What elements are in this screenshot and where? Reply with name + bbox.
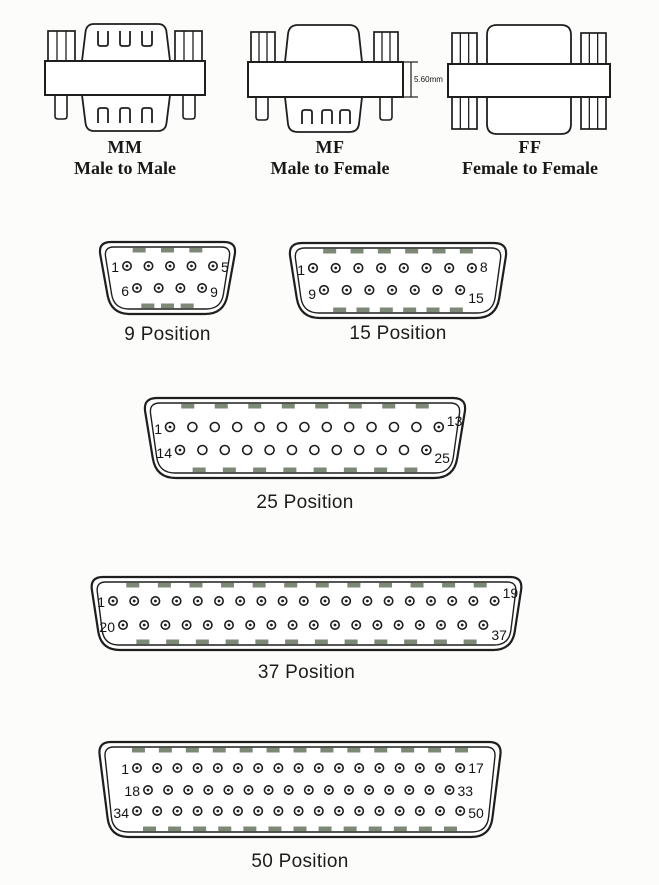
adapter-label: Male to Male [74,158,176,178]
pin-dot [297,810,300,813]
retention-tab [294,827,307,832]
pin [220,446,229,455]
connector-body-bottom [487,97,571,134]
retention-tab [369,827,382,832]
pin-dot [317,810,320,813]
retention-tab [411,583,424,588]
retention-tab [442,583,455,588]
pin-dot [357,267,360,270]
retention-tab [186,748,199,753]
pin-dot [418,767,421,770]
retention-tab [193,468,206,473]
pin-dot [355,624,358,627]
pin-number-first: 9 [308,286,316,302]
retention-tab [347,748,360,753]
retention-tab [374,640,387,645]
pin-dot [247,789,250,792]
pin-dot [345,600,348,603]
pin-dot [216,767,219,770]
pin-dot [425,449,428,452]
connector-caption: 25 Position [256,492,354,513]
retention-tab [349,404,362,409]
pin-dot [358,810,361,813]
pin-dot [176,810,179,813]
adapter-code: FF [518,137,542,157]
pin-dot [428,789,431,792]
pin-dot [175,600,178,603]
connector-50-drawing [98,742,502,837]
retention-tab [315,404,328,409]
pin-dot [227,789,230,792]
pin [332,446,341,455]
retention-tab [189,583,202,588]
retention-tab [333,308,346,313]
retention-tab [189,248,202,253]
retention-tab [405,249,418,254]
retention-tab [351,249,364,254]
pin-dot [338,810,341,813]
retention-tab [213,748,226,753]
pin-dot [167,789,170,792]
adapter-figure-ff [445,18,615,213]
pin-dot [228,624,231,627]
pin-dot [418,624,421,627]
pin-number-last: 33 [457,783,474,799]
retention-tab [323,249,336,254]
retention-tab [218,827,231,832]
mounting-post [256,97,268,120]
retention-tab [434,640,447,645]
pin-dot [413,289,416,292]
shell-outline [290,243,506,318]
pin-number-first: 34 [113,805,129,821]
pin-number-first: 20 [99,619,115,635]
retention-tab [378,249,391,254]
pin-dot [312,624,315,627]
connector-body-bottom [82,95,170,131]
retention-tab [284,583,297,588]
pin-dot [439,767,442,770]
retention-tab [427,308,440,313]
pin-dot [207,789,210,792]
pin-dot [169,426,172,429]
pin [243,446,252,455]
pin-dot [388,789,391,792]
retention-tab [196,640,209,645]
pin-dot [345,289,348,292]
connector-figure-15-position [288,243,508,344]
retention-tab [374,468,387,473]
pin [400,446,409,455]
pin-dot [185,624,188,627]
pin-dot [237,767,240,770]
adapter-label: Male to Female [270,158,390,178]
retention-tab [320,748,333,753]
mounting-post [183,95,195,119]
retention-tab [161,248,174,253]
pin-dot [201,287,204,290]
retention-tab [253,583,266,588]
hex-standoff [581,33,606,64]
pin-dot [397,624,400,627]
retention-tab [380,308,393,313]
retention-tab [285,640,298,645]
pin-dot [176,767,179,770]
pin-dot [212,265,215,268]
pin-dot [440,624,443,627]
pin-dot [179,449,182,452]
adapter-code: MM [107,137,143,157]
retention-tab [444,827,457,832]
retention-tab [344,468,357,473]
pin-dot [459,767,462,770]
pin-number-first: 1 [97,594,105,610]
pin [412,423,421,432]
pin-dot [216,810,219,813]
pin-dot [448,789,451,792]
pin-dot [459,289,462,292]
pin-dot [408,600,411,603]
retention-tab [474,583,487,588]
pin-dot [277,767,280,770]
pin-dot [156,767,159,770]
pin-dot [206,624,209,627]
pin-dot [398,767,401,770]
retention-tab [240,748,253,753]
connector-caption: 9 Position [124,324,211,345]
pin-number-first: 1 [111,259,119,275]
retention-tab [404,640,417,645]
pin-dot [378,767,381,770]
pin-dot [291,624,294,627]
hex-standoff [175,31,202,61]
pin-dot [237,810,240,813]
pin-dot [136,287,139,290]
pin-dot [493,600,496,603]
pin-dot [126,265,129,268]
retention-tab [357,308,370,313]
retention-tab [282,404,295,409]
retention-tab [159,748,172,753]
adapter-figure-mf [245,18,443,213]
connector-figure-50-position [98,742,502,872]
pin-dot [122,624,125,627]
pin-dot [196,810,199,813]
connector-body-top [487,25,571,64]
pin-dot [147,789,150,792]
pin-dot [368,289,371,292]
retention-tab [168,827,181,832]
pin-number-last: 50 [468,805,484,821]
retention-tab [319,827,332,832]
connector-figure-37-position [90,577,523,683]
retention-tab [248,404,261,409]
pin-dot [348,789,351,792]
pin-dot [156,810,159,813]
pin-dot [143,624,146,627]
retention-tab [401,748,414,753]
pin-dot [317,767,320,770]
connector-caption: 37 Position [257,662,356,683]
pin-dot [437,426,440,429]
pin-number-last: 37 [491,627,507,643]
pin-dot [461,624,464,627]
pin-number-first: 14 [156,445,172,461]
retention-tab [243,827,256,832]
pin-dot [312,267,315,270]
pin-dot [136,767,139,770]
coupling-bar [45,61,205,95]
pin-dot [471,267,474,270]
pin-dot [136,810,139,813]
pin-dot [112,600,115,603]
retention-tab [455,748,468,753]
retention-tab [460,249,473,254]
pin-dot [157,287,160,290]
pin-number-last: 13 [446,413,463,429]
pin-dot [154,600,157,603]
pin-number-last: 17 [468,760,484,776]
pin [355,446,364,455]
retention-tab [345,640,358,645]
pin [390,423,399,432]
pin [345,423,354,432]
pin-dot [270,624,273,627]
connector-body-top [82,24,170,61]
retention-tab [464,640,477,645]
retention-tab [126,583,139,588]
pin-dot [402,267,405,270]
pin-dot [366,600,369,603]
pin-dot [169,265,172,268]
shell-outline [92,577,522,650]
hex-standoff [251,32,275,62]
pin-dot [257,767,260,770]
retention-tab [316,583,329,588]
retention-tab [403,308,416,313]
pin-number-first: 1 [121,761,129,777]
pin-dot [436,289,439,292]
pin [367,423,376,432]
retention-tab [416,404,429,409]
retention-tab [132,748,145,753]
retention-tab [166,640,179,645]
pin [210,423,219,432]
retention-tab [181,304,194,309]
connector-figure-9-position [98,242,237,345]
pin-number-last: 5 [221,259,229,275]
coupling-bar [248,62,403,97]
pin-dot [398,810,401,813]
pin-number-last: 15 [468,290,484,306]
retention-tab [136,640,149,645]
retention-tab [347,583,360,588]
pin-dot [260,600,263,603]
adapter-code: MF [315,137,345,157]
pin-dot [418,810,421,813]
pin [288,446,297,455]
connector-15-drawing [288,243,508,318]
pin-dot [368,789,371,792]
mounting-post [380,97,392,120]
pin-dot [277,810,280,813]
hex-standoff [452,33,477,64]
pin-dot [448,267,451,270]
pin-dot [376,624,379,627]
mounting-post [55,95,67,119]
pin-dot [239,600,242,603]
pin [188,423,197,432]
pin-dot [459,810,462,813]
pin-dot [164,624,167,627]
pin-dot [179,287,182,290]
coupling-bar [448,64,610,97]
pin-dot [472,600,475,603]
hex-standoff [374,32,398,62]
pin [310,446,319,455]
dimension-label: 5.60mm [414,75,443,84]
pin-dot [387,600,390,603]
pin-dot [133,600,136,603]
pin-number-last: 25 [434,450,450,466]
pin [300,423,309,432]
retention-tab [433,249,446,254]
retention-tab [221,583,234,588]
pin-dot [324,600,327,603]
pin-dot [287,789,290,792]
pin-number-first: 18 [124,783,140,799]
pin-dot [334,624,337,627]
retention-tab [253,468,266,473]
pin [233,423,242,432]
pin-dot [378,810,381,813]
pin [322,423,331,432]
pin-dot [334,267,337,270]
retention-tab [379,583,392,588]
retention-tab [374,748,387,753]
pin-number-first: 6 [121,283,129,299]
pin [377,446,386,455]
connector-9-drawing [98,242,237,314]
pin-dot [307,789,310,792]
shell-outline [99,742,500,837]
adapter-label: Female to Female [462,158,598,178]
hex-standoff [452,97,477,129]
pin-dot [147,265,150,268]
retention-tab [255,640,268,645]
pin-dot [249,624,252,627]
retention-tab [158,583,171,588]
connector-caption: 15 Position [349,323,447,344]
retention-tab [283,468,296,473]
pin-dot [482,624,485,627]
pin-number-last: 19 [502,585,519,601]
pin-dot [338,767,341,770]
pin-dot [196,767,199,770]
pin-dot [391,289,394,292]
pin-number-last: 9 [210,284,218,300]
retention-tab [141,304,154,309]
connector-caption: 50 Position [251,851,349,872]
hex-standoff [48,31,75,61]
pin-dot [380,267,383,270]
retention-tab [450,308,463,313]
pin-dot [439,810,442,813]
pin-number-first: 1 [297,262,305,278]
connector-25-drawing [143,398,467,478]
retention-tab [294,748,307,753]
pin-dot [196,600,199,603]
retention-tab [133,248,146,253]
retention-tab [404,468,417,473]
shell-outline [145,398,465,478]
retention-tab [226,640,239,645]
retention-tab [193,827,206,832]
pin-number-last: 8 [479,259,488,275]
retention-tab [315,640,328,645]
pin-dot [190,265,193,268]
pin-dot [257,810,260,813]
retention-tab [143,827,156,832]
pin-dot [430,600,433,603]
retention-tab [428,748,441,753]
retention-tab [181,404,194,409]
pin [198,446,207,455]
pin-dot [323,289,326,292]
pin-dot [297,767,300,770]
pin-dot [281,600,284,603]
retention-tab [382,404,395,409]
retention-tab [394,827,407,832]
retention-tab [267,748,280,753]
hex-standoff [581,97,606,129]
pin-dot [408,789,411,792]
pin [278,423,287,432]
retention-tab [268,827,281,832]
pin-dot [358,767,361,770]
connector-body-top [285,25,362,62]
pin-dot [425,267,428,270]
pin [255,423,264,432]
pin-dot [328,789,331,792]
pin-number-first: 1 [154,421,162,437]
pin-dot [187,789,190,792]
retention-tab [223,468,236,473]
retention-tab [161,304,174,309]
retention-tab [419,827,432,832]
retention-tab [215,404,228,409]
adapter-figure-mm [40,18,210,213]
pin-dot [218,600,221,603]
connector-figure-25-position [143,398,467,513]
shell-outline [100,242,235,314]
pin-dot [451,600,454,603]
retention-tab [344,827,357,832]
pin-dot [302,600,305,603]
connector-37-drawing [90,577,523,650]
retention-tab [314,468,327,473]
pin-dot [267,789,270,792]
pin [265,446,274,455]
